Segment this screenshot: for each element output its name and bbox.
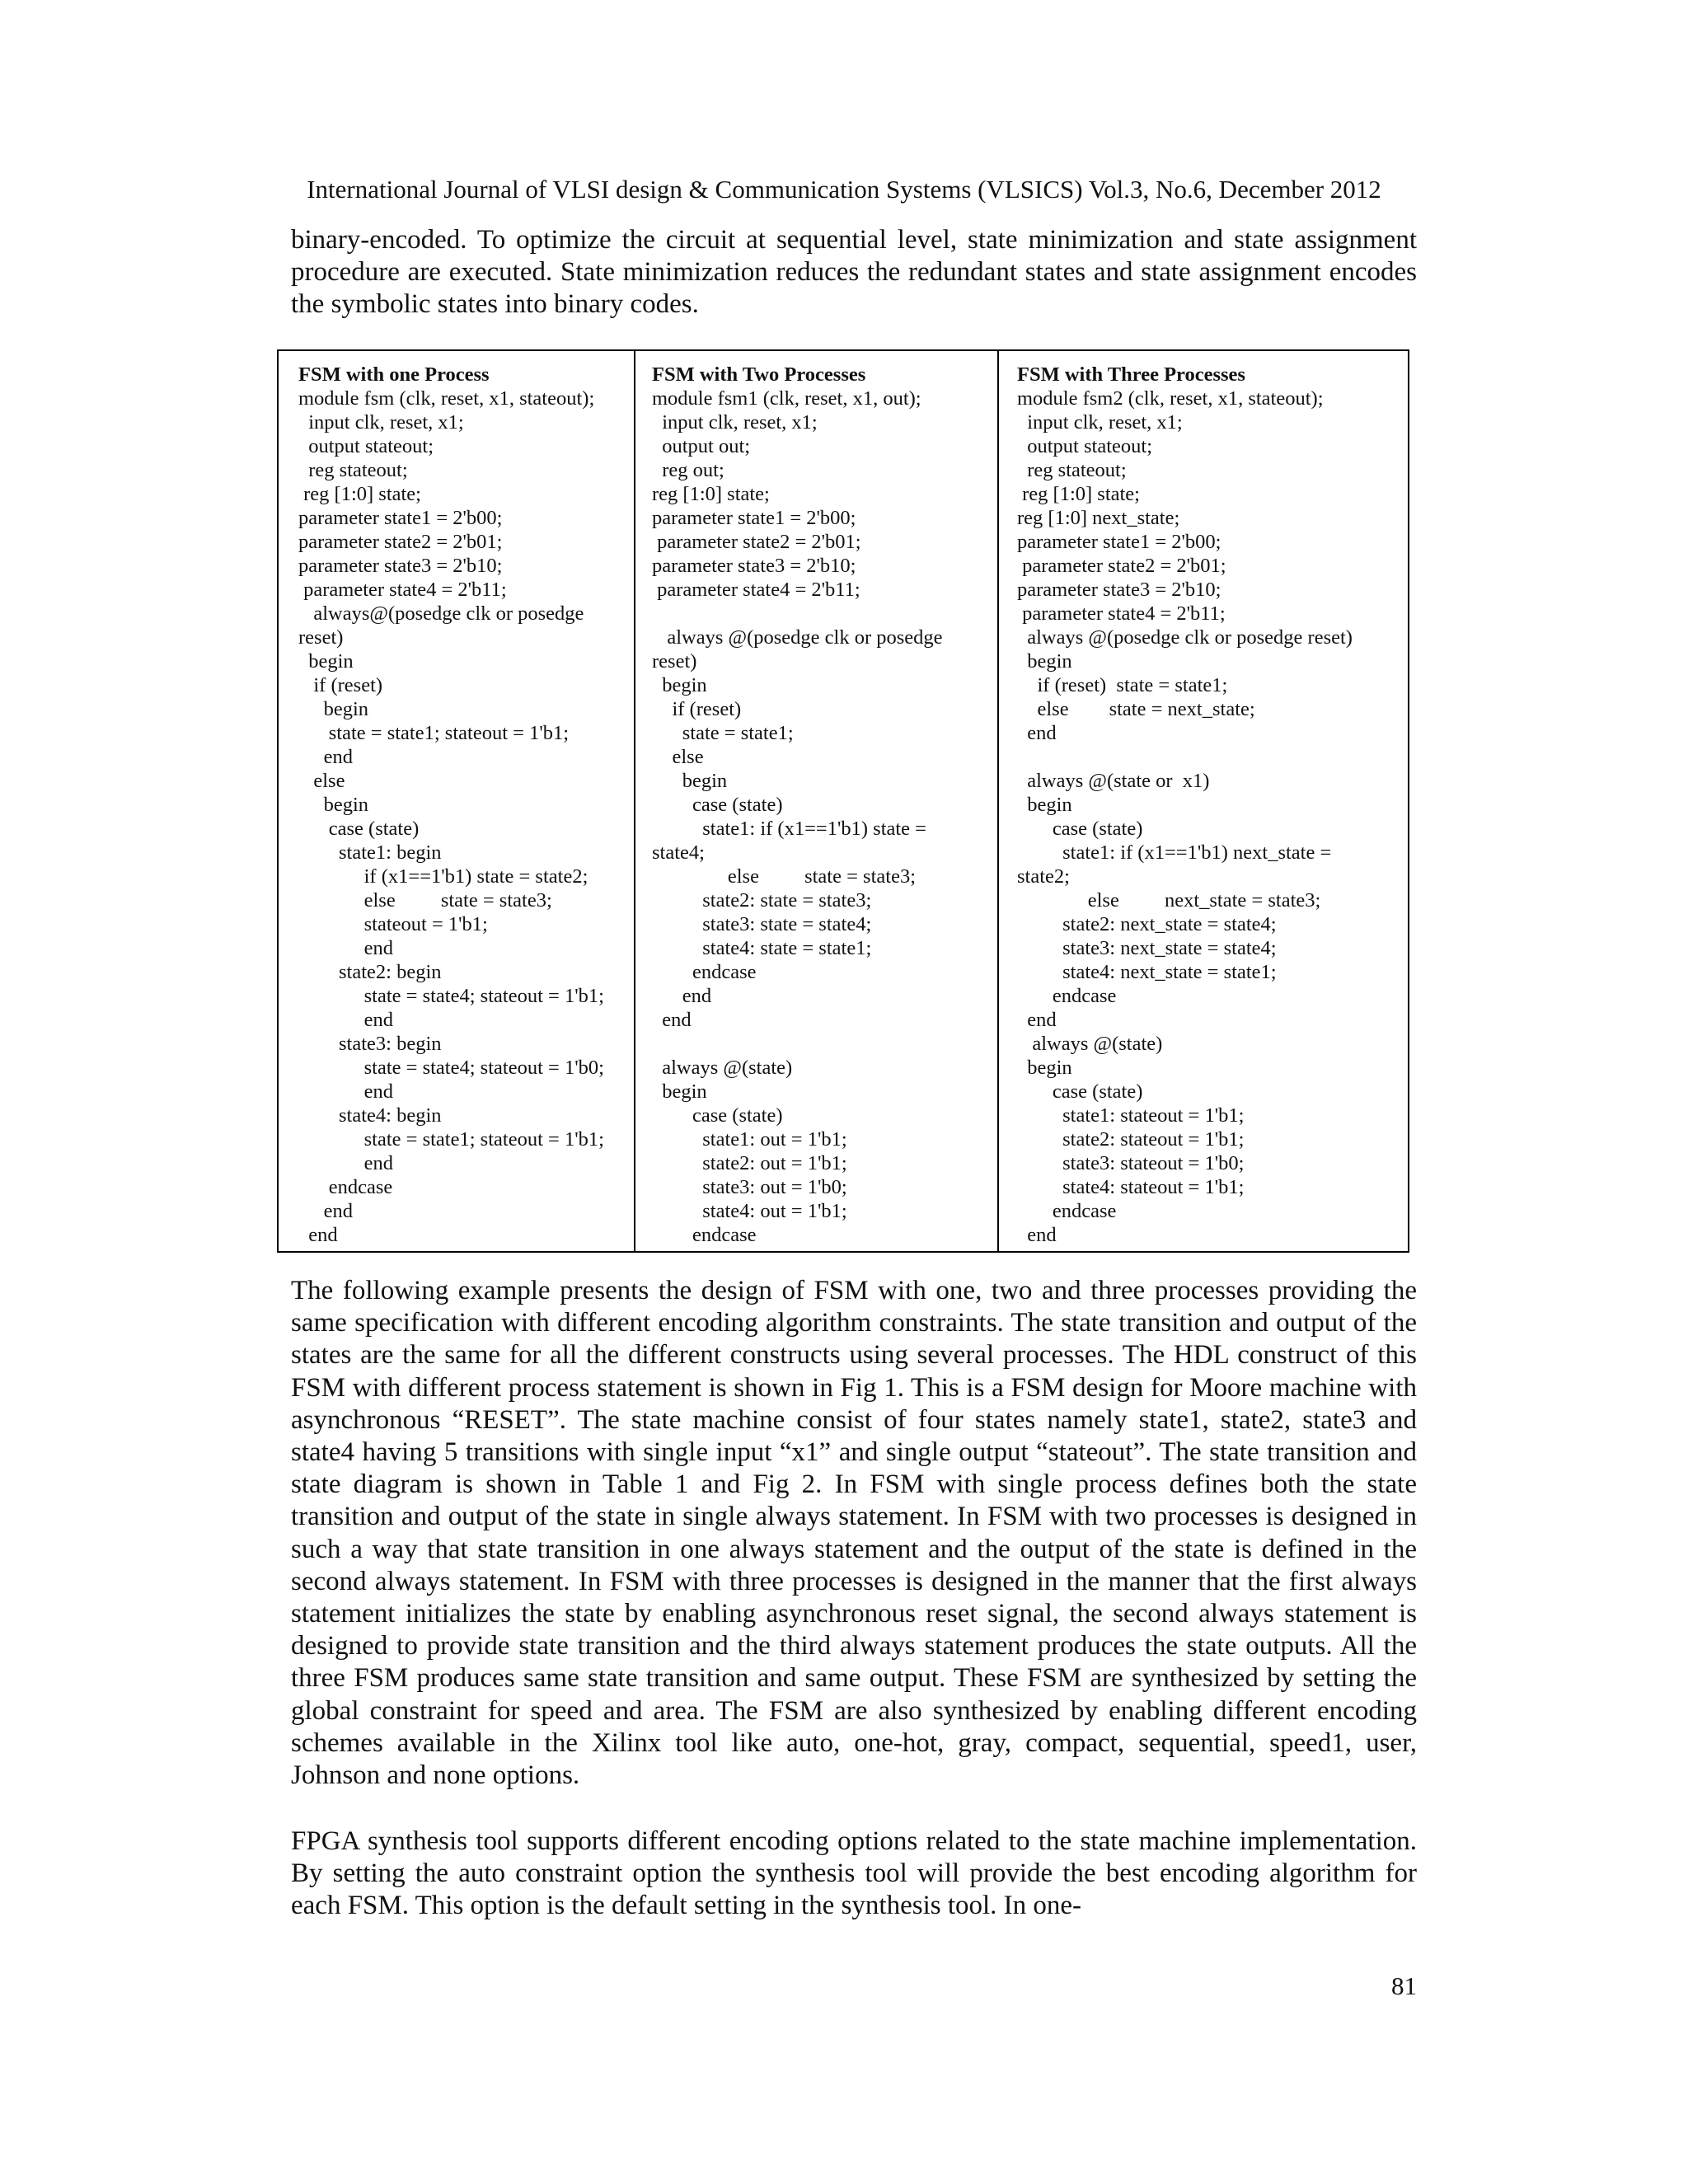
code-line: endcase [1017,1200,1117,1222]
code-line: parameter state1 = 2'b00; [652,507,856,529]
code-line: stateout = 1'b1; [298,913,488,935]
code-line: end [652,985,712,1007]
code-line: reg [1:0] state; [1017,483,1140,505]
code-line: parameter state4 = 2'b11; [1017,602,1226,625]
code-line: parameter state2 = 2'b01; [1017,555,1226,577]
code-line: else state = state3; [298,889,552,912]
code-line: case (state) [1017,818,1143,840]
code-line: reset) [298,626,344,649]
code-line: begin [298,794,369,816]
code-line: module fsm2 (clk, reset, x1, stateout); [1017,387,1324,410]
code-line: parameter state3 = 2'b10; [298,555,503,577]
code-line: parameter state1 = 2'b00; [298,507,503,529]
code-line: state4: state = state1; [652,937,872,959]
code-line: parameter state3 = 2'b10; [652,555,856,577]
code-line: parameter state2 = 2'b01; [298,531,503,553]
code-line: else state = state3; [652,865,917,888]
code-line: if (reset) [652,698,742,720]
code-line: state3: out = 1'b0; [652,1176,847,1198]
code-column-title: FSM with Three Processes [1017,363,1245,386]
code-line: else next_state = state3; [1017,889,1321,912]
code-line: begin [652,1080,707,1103]
code-line: state4; [652,841,705,864]
code-line: state1: if (x1==1'b1) next_state = [1017,841,1332,864]
code-line: if (reset) state = state1; [1017,674,1228,696]
code-line: state4: stateout = 1'b1; [1017,1176,1245,1198]
page-number: 81 [1391,1971,1417,2000]
code-line: output stateout; [1017,435,1152,457]
code-column-two-processes [634,351,997,1251]
code-line: endcase [652,1224,757,1246]
code-line: state1: if (x1==1'b1) state = [652,818,926,840]
code-line: reg stateout; [1017,459,1127,481]
code-line: state1: out = 1'b1; [652,1128,847,1151]
code-line: state2: state = state3; [652,889,872,912]
code-line: begin [298,650,354,673]
code-column-one-process [279,351,634,1251]
code-line: begin [652,674,707,696]
code-line: output out; [652,435,751,457]
code-line: state4: next_state = state1; [1017,961,1277,983]
code-line [1017,745,1408,769]
code-line: state1: stateout = 1'b1; [1017,1104,1245,1127]
paragraph-text: FPGA synthesis tool supports different encoding options related to the state machine implementation. By setting the auto constraint option the synthesis tool will provide the best encoding algorithm for each FSM. This option is the default setting in the synthesis tool. In one- [291,1826,1417,1921]
code-line: parameter state2 = 2'b01; [652,531,861,553]
code-line: always @(state or x1) [1017,770,1210,792]
code-line: always@(posedge clk or posedge [298,602,584,625]
code-line: state4: out = 1'b1; [652,1200,847,1222]
code-line: else [652,746,704,768]
code-line: end [1017,1224,1057,1246]
code-line: end [298,1009,393,1031]
code-line: state = state4; stateout = 1'b1; [298,985,604,1007]
code-line: end [298,937,393,959]
code-line: begin [652,770,728,792]
code-line: parameter state3 = 2'b10; [1017,579,1221,601]
code-line: if (reset) [298,674,383,696]
code-column-title: FSM with one Process [298,363,490,386]
code-line: state2: begin [298,961,442,983]
code-lines [298,387,634,1247]
code-line: endcase [1017,985,1117,1007]
code-line: if (x1==1'b1) state = state2; [298,865,588,888]
code-line: end [1017,1009,1057,1031]
paragraph-text: The following example presents the design of FSM with one, two and three processes providing the same specification with different encoding algorithm constraints. The state transition and output of the states are the same for all the different constructs using several processes. The HDL construct of this FSM with different process statement is shown in Fig 1. This is a FSM design for Moore machine with asynchronous “RESET”. The state machine consist of four states namely state1, state2, state3 and state4 having 5 transitions with single input “x1” and single output “stateout”. The state transition and state diagram is shown in Table 1 and Fig 2. In FSM with single process defines both the state transition and output of the state in single always statement. In FSM with two processes is designed in such a way that state transition in one always statement and the output of the state is defined in the second always statement. In FSM with three processes is designed in the manner that the first always statement initializes the state by enabling asynchronous reset signal, the second always statement is designed to provide state transition and the third always statement produces the state outputs. All the three FSM produces same state transition and same output. These FSM are synthesized by setting the global constraint for speed and area. The FSM are also synthesized by enabling different encoding schemes available in the Xilinx tool like auto, one-hot, gray, compact, sequential, speed1, user, Johnson and none options. [291,1276,1417,1791]
code-line: begin [1017,794,1072,816]
code-line: begin [298,698,369,720]
code-line: else state = next_state; [1017,698,1255,720]
intro-paragraph [291,224,1417,321]
body-paragraph-1 [291,1275,1417,1792]
code-line: end [298,1152,393,1174]
code-line: case (state) [652,794,783,816]
code-line: else [298,770,345,792]
code-line: reg out; [652,459,724,481]
code-lines [652,387,997,1247]
code-column-three-processes [997,351,1408,1251]
code-line: state3: begin [298,1033,442,1055]
code-line: end [1017,722,1057,744]
code-line: state = state4; stateout = 1'b0; [298,1057,604,1079]
code-lines [1017,387,1408,1247]
code-line: state = state1; stateout = 1'b1; [298,1128,604,1151]
code-line: reset) [652,650,697,673]
code-line: input clk, reset, x1; [298,411,464,434]
code-line: input clk, reset, x1; [1017,411,1183,434]
code-line: state2: next_state = state4; [1017,913,1277,935]
code-line: end [652,1009,692,1031]
code-line: input clk, reset, x1; [652,411,818,434]
intro-text: binary-encoded. To optimize the circuit at sequential level, state minimization and state assignment procedure are executed. State minimization reduces the redundant states and state assignment encodes the symbolic states into binary codes. [291,225,1417,320]
code-line: parameter state1 = 2'b00; [1017,531,1221,553]
code-line: case (state) [1017,1080,1143,1103]
code-line: end [298,1224,338,1246]
code-line [652,1032,997,1056]
code-line: reg stateout; [298,459,408,481]
code-line: state3: stateout = 1'b0; [1017,1152,1245,1174]
fsm-code-figure [277,349,1409,1253]
code-line: parameter state4 = 2'b11; [298,579,507,601]
code-line: end [298,1080,393,1103]
code-line: state2; [1017,865,1070,888]
code-line: case (state) [652,1104,783,1127]
code-line: state = state1; stateout = 1'b1; [298,722,570,744]
code-line: state4: begin [298,1104,442,1127]
code-line: case (state) [298,818,420,840]
code-column-title: FSM with Two Processes [652,363,866,386]
code-line: parameter state4 = 2'b11; [652,579,860,601]
code-line: endcase [298,1176,393,1198]
code-line: always @(posedge clk or posedge reset) [1017,626,1353,649]
code-line: begin [1017,650,1072,673]
code-line: reg [1:0] next_state; [1017,507,1180,529]
code-line: begin [1017,1057,1072,1079]
code-line: always @(posedge clk or posedge [652,626,943,649]
code-line: reg [1:0] state; [298,483,421,505]
code-line: reg [1:0] state; [652,483,770,505]
code-line: end [298,746,353,768]
code-line: state2: out = 1'b1; [652,1152,847,1174]
journal-header: International Journal of VLSI design & Communication Systems (VLSICS) Vol.3, No.6, December 2012 [307,175,1381,204]
code-line: state2: stateout = 1'b1; [1017,1128,1245,1151]
code-line [652,602,997,626]
code-line: module fsm (clk, reset, x1, stateout); [298,387,595,410]
body-paragraph-2 [291,1825,1417,1923]
code-line: endcase [652,961,757,983]
code-line: always @(state) [652,1057,793,1079]
code-line: state3: state = state4; [652,913,872,935]
code-line: always @(state) [1017,1033,1163,1055]
code-line: module fsm1 (clk, reset, x1, out); [652,387,921,410]
code-line: state3: next_state = state4; [1017,937,1277,959]
code-line: state = state1; [652,722,794,744]
code-line: state1: begin [298,841,442,864]
code-line: output stateout; [298,435,434,457]
code-line: end [298,1200,353,1222]
